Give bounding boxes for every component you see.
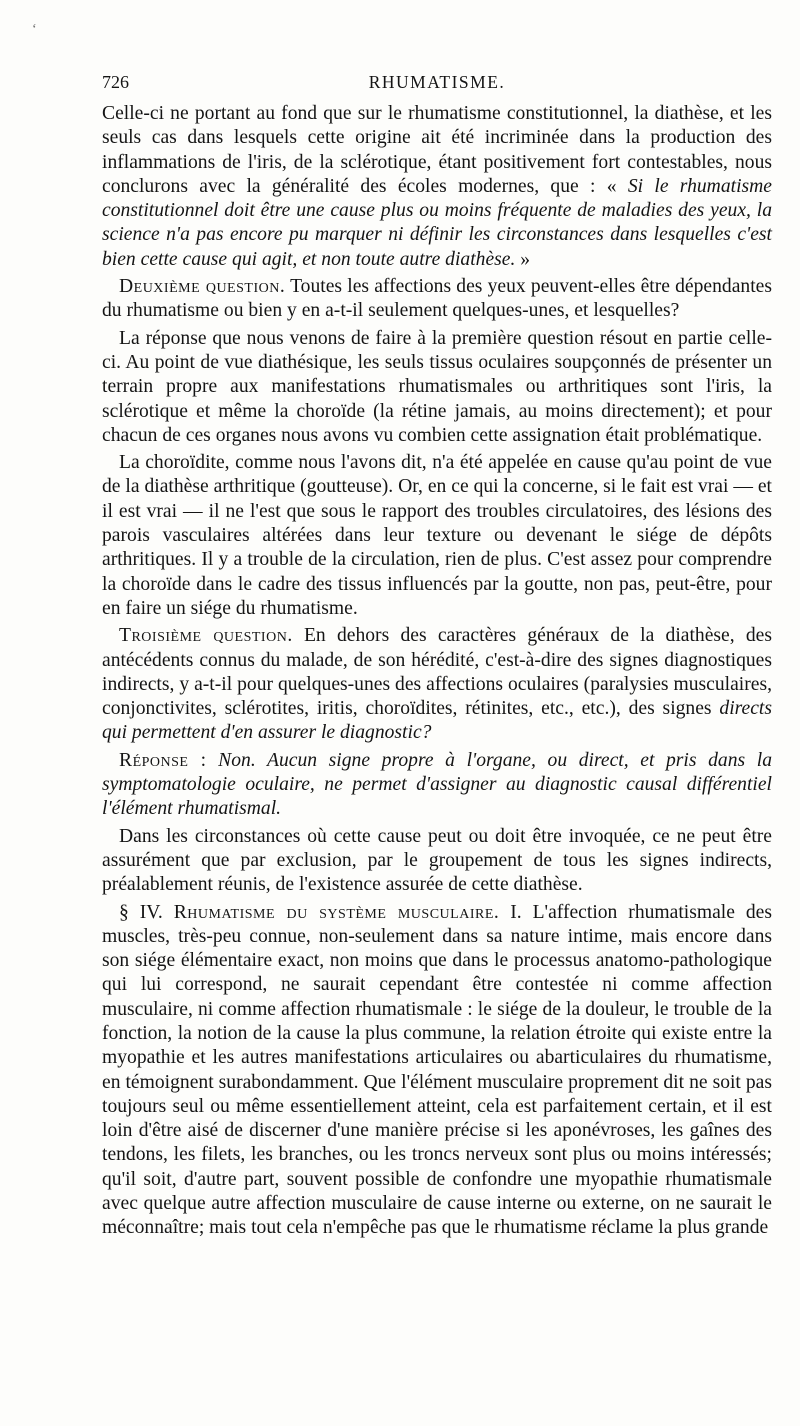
section-heading: Deuxième question. xyxy=(119,276,286,298)
paragraph-text xyxy=(207,750,219,771)
italic-text: Non. Aucun signe propre à l'organe, ou direct, et pris dans la symptomatologie oculaire, ne permet d'assigner au diagnostic causal différentiel l'élément rhumatismal. xyxy=(102,749,772,820)
paragraph-text: Dans les circonstances où cette cause peut ou doit être invoquée, ce ne peut être assurément que par exclusion, par le groupement de tous les signes indirects, préalablement réunis, de l'existence assurée de cette diathèse. xyxy=(102,825,772,896)
paragraph-text: En dehors des caractères généraux de la diathèse, des antécédents connus du malade, de son hérédité, c'est-à-dire des signes diagnostiques indirects, y a-t-il pour quelques-unes des affections oculaires (paralysies musculaires, conjonctivites, sclérotites, iritis, choroïdites, rétinites, etc., etc.), des signes xyxy=(102,625,772,720)
section-heading: Réponse : xyxy=(119,749,207,771)
italic-text: Si le rhumatisme constitutionnel doit être une cause plus ou moins fréquente de maladies des yeux, la science n'a pas encore pu marquer ni définir les circonstances dans lesquelles c'est bien cette cause qui agit, et non toute autre diathèse. xyxy=(102,175,772,270)
paragraph-text: » xyxy=(515,248,531,270)
paragraph xyxy=(102,825,772,898)
paragraph-text: La choroïdite, comme nous l'avons dit, n'a été appelée en cause qu'au point de vue de la diathèse arthritique (goutteuse). Or, en ce qui la concerne, si le fait est vrai — et il est vrai — il ne l'est que sous le rapport des troubles circulatoires, des lésions des parois vasculaires altérées dans leur texture ou devenant le siége de dépôts arthritiques. Il y a trouble de la circulation, rien de plus. C'est assez pour comprendre la choroïde dans le cadre des tissus influencés par la goutte, non pas, peut-être, pour en faire un siége du rhumatisme. xyxy=(102,452,772,619)
body-text xyxy=(102,102,772,1241)
paragraph-text: Celle-ci ne portant au fond que sur le rhumatisme constitutionnel, la diathèse, et les seuls cas dans lesquels cette origine ait été incriminée dans la production des inflammations de l'iris, de la sclérotique, étant positivement fort contestables, nous conclurons avec la généralité des écoles modernes, que : « xyxy=(102,103,772,197)
paragraph xyxy=(102,451,772,621)
running-title: RHUMATISME. xyxy=(368,72,506,92)
section-heading: Rhumatisme du système musculaire. xyxy=(173,901,500,923)
paragraph xyxy=(102,102,772,272)
paragraph xyxy=(102,901,772,1241)
paragraph xyxy=(102,327,772,448)
italic-text: directs qui permettent d'en assurer le diagnostic? xyxy=(102,698,772,744)
stray-mark: ‘ xyxy=(32,22,37,37)
paragraph-text: Toutes les affections des yeux peuvent-elles être dépendantes du rhumatisme ou bien y en a-t-il seulement quelques-unes, et lesquelles? xyxy=(102,276,772,322)
page-number: 726 xyxy=(102,72,129,92)
paragraph xyxy=(102,624,772,745)
paragraph xyxy=(102,275,772,324)
paragraph-text: La réponse que nous venons de faire à la première question résout en partie celle-ci. Au point de vue diathésique, les seuls tissus oculaires soupçonnés de présenter un terrain propre aux manifestations rhumatismales ou arthritiques sont l'iris, la sclérotique et même la choroïde (la rétine jamais, au moins directement); et pour chacun de ces organes nous avons vu combien cette assignation était problématique. xyxy=(102,327,772,446)
paragraph xyxy=(102,749,772,822)
page-header xyxy=(102,72,772,100)
paragraph-text: I. L'affection rhumatismale des muscles, très-peu connue, non-seulement dans sa nature intime, mais encore dans son siége élémentaire exact, non moins que dans le processus anatomo-pathologique qui lui correspond, ne saurait cependant être contestée ni comme affection musculaire, ni comme affection rhumatismale : le siége de la douleur, le trouble de la fonction, la notion de la cause la plus commune, la relation étroite qui existe entre la myopathie et les autres manifestations articulaires ou abarticulaires du rhumatisme, en témoignent surabondamment. Que l'élément musculaire proprement dit ne soit pas toujours seul ou même essentiellement atteint, cela est parfaitement certain, et il est loin d'être aisé de discerner d'une manière précise si les aponévroses, les gaînes des tendons, les filets, les branches, ou les troncs nerveux sont plus ou moins intéressés; qu'il soit, d'autre part, souvent possible de confondre une myopathie rhumatismale avec quelque autre affection musculaire de cause interne ou externe, on ne saurait le méconnaître; mais tout cela n'empêche pas que le rhumatisme réclame la plus grande xyxy=(102,901,773,1239)
section-heading: Troisième question. xyxy=(119,625,293,647)
book-page xyxy=(102,72,772,1241)
paragraph-text: § IV. xyxy=(119,901,174,923)
